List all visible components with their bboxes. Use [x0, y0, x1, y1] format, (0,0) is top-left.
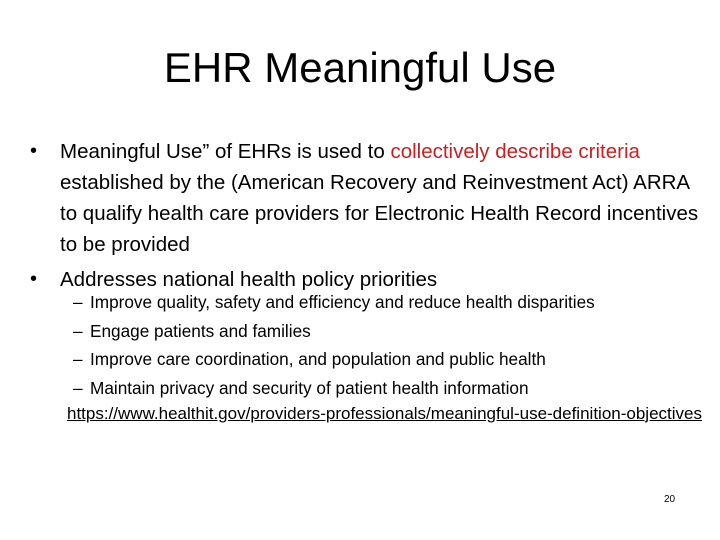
bullet-marker: •	[30, 268, 38, 290]
subbullet-item	[73, 288, 713, 317]
highlighted-text: collectively describe criteria	[390, 140, 640, 163]
bullet-item	[30, 136, 700, 260]
dash-marker: –	[73, 349, 83, 369]
bullet-list	[30, 136, 700, 299]
bullet-text-continued: established by the (American Recovery and Reinvestment Act) ARRA to qualify health care providers for Electronic Health Record incentives to be provided	[60, 171, 699, 256]
page-number: 20	[664, 494, 676, 505]
subbullet-item	[73, 317, 713, 346]
dash-marker: –	[73, 320, 83, 341]
subbullet-list	[73, 288, 713, 402]
subbullet-item	[73, 345, 713, 374]
reference-link[interactable]: https://www.healthit.gov/providers-professionals/meaningful-use-definition-objectives	[67, 404, 702, 423]
bullet-marker: •	[30, 140, 38, 162]
dash-marker: –	[73, 292, 83, 312]
subbullet-text: Maintain privacy and security of patient health information	[90, 377, 529, 398]
bullet-text: Addresses national health policy priorities	[60, 268, 438, 291]
subbullet-text: Improve quality, safety and efficiency and reduce health disparities	[90, 292, 595, 312]
dash-marker: –	[73, 377, 83, 398]
slide-title: EHR Meaningful Use	[163, 44, 557, 91]
bullet-text: Meaningful Use” of EHRs is used to	[60, 140, 391, 163]
subbullet-text: Improve care coordination, and population and public health	[90, 349, 546, 369]
subbullet-text: Engage patients and families	[90, 320, 311, 341]
subbullet-item	[73, 374, 713, 403]
